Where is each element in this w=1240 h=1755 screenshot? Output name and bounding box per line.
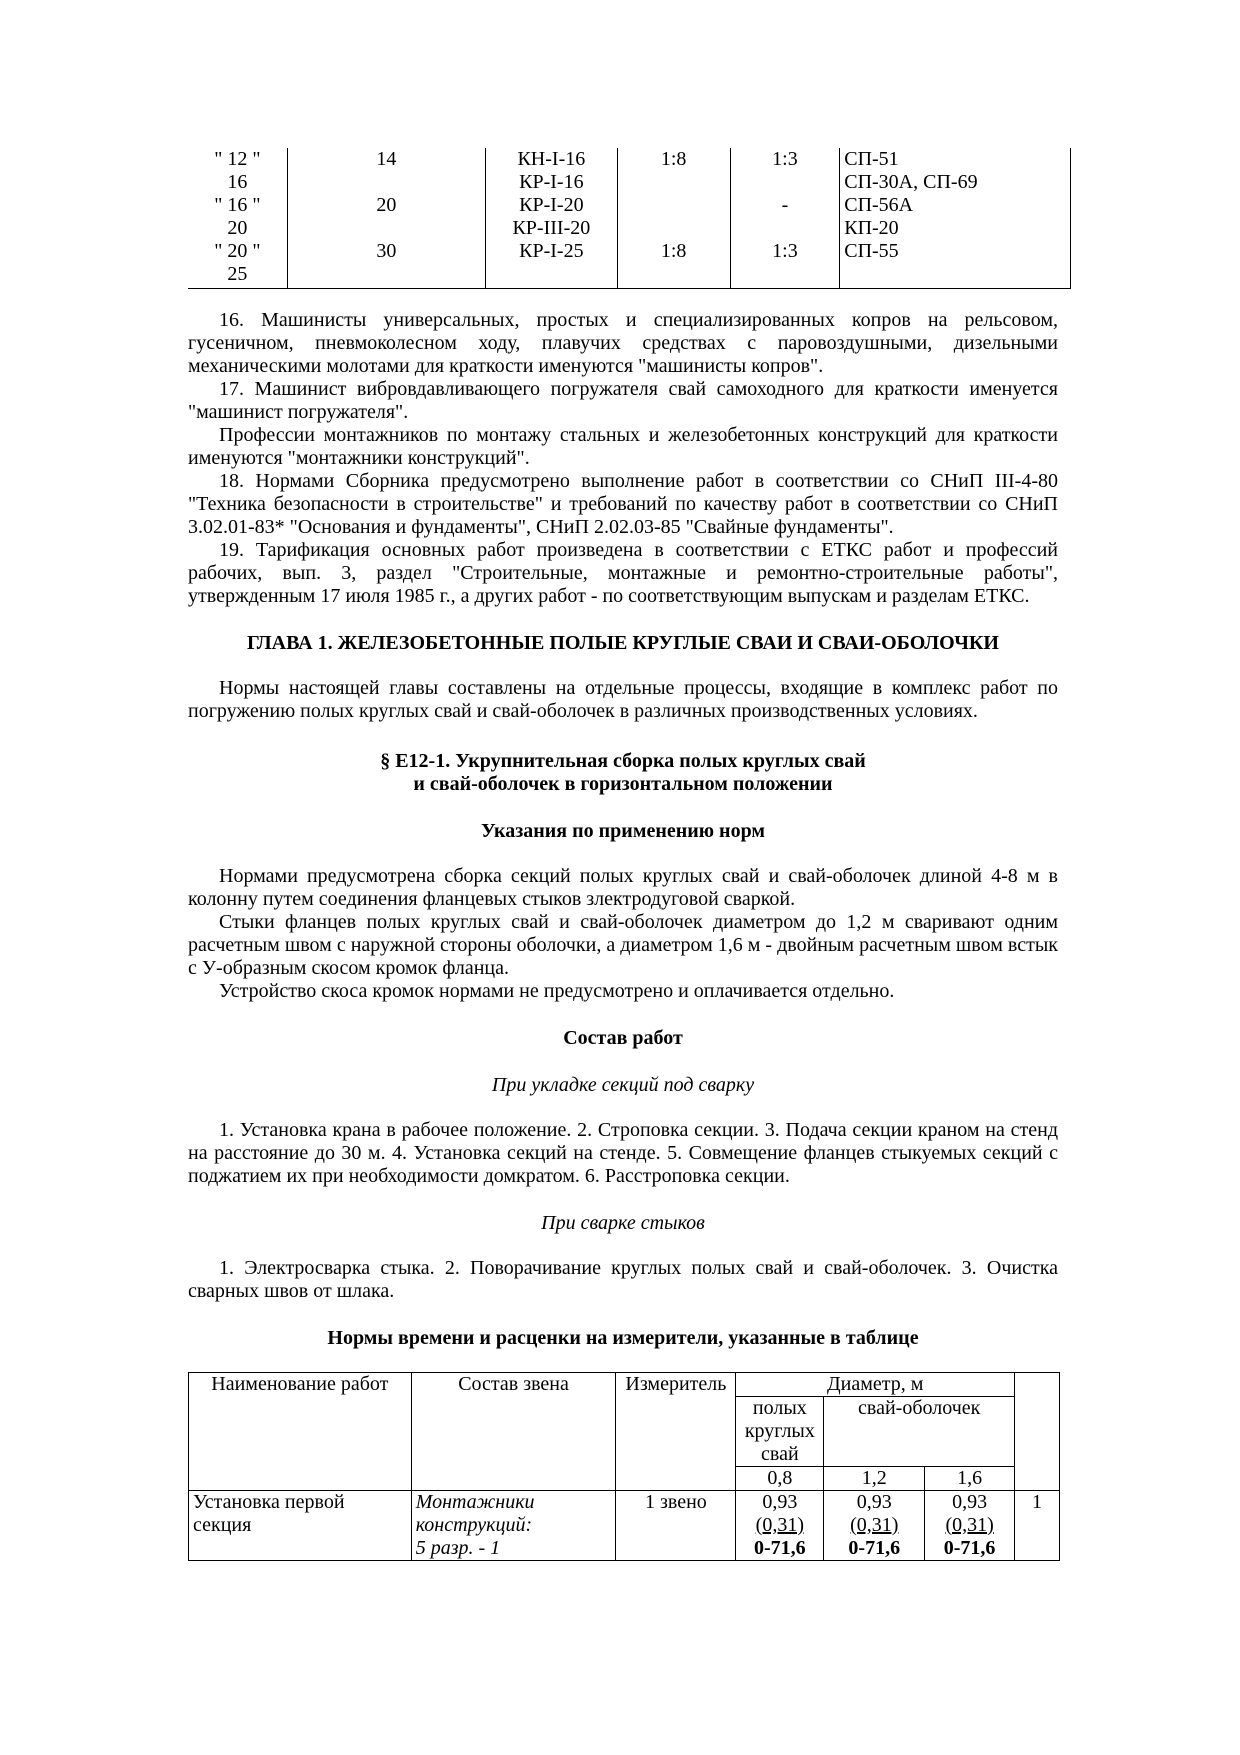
rate: 0-71,6 bbox=[943, 1537, 996, 1559]
cell bbox=[617, 217, 730, 240]
labor-cost: (0,31) bbox=[755, 1514, 804, 1536]
header-blank bbox=[1015, 1373, 1060, 1491]
header-hollow: полых круглых свай bbox=[736, 1397, 824, 1467]
cell bbox=[730, 217, 840, 240]
section-title bbox=[188, 750, 1058, 796]
rate: 0-71,6 bbox=[754, 1537, 806, 1559]
row-crew bbox=[411, 1491, 616, 1561]
table-row bbox=[189, 1491, 1060, 1561]
cell: 30 bbox=[287, 240, 485, 263]
row-number: 1 bbox=[1015, 1491, 1060, 1561]
time-norm: 0,93 bbox=[762, 1491, 798, 1513]
table-row bbox=[188, 240, 1071, 263]
labor-cost: (0,31) bbox=[945, 1514, 994, 1536]
header-d3: 1,6 bbox=[925, 1467, 1015, 1491]
cell: 1:8 bbox=[617, 240, 730, 263]
cell: 1:3 bbox=[730, 240, 840, 263]
paragraph-17-continued: Профессии монтажников по монтажу стальных и железобетонных конструкций для краткости именуются "монтажники конструкций". bbox=[188, 424, 1058, 469]
cell: " 20 " bbox=[214, 240, 261, 262]
welding-text: 1. Электросварка стыка. 2. Поворачивание круглых полых свай и свай-оболочек. 3. Очистка сварных швов от шлака. bbox=[188, 1257, 1058, 1302]
laying-text: 1. Установка крана в рабочее положение. 2. Строповка секции. 3. Подача секции краном на стенд на расстояние до 30 м. 4. Установка секций на стенде. 5. Совмещение фланцев стыкуемых секций с поджатием их при необходимости домкратом. 6. Расстроповка секции. bbox=[188, 1119, 1058, 1187]
cell: 20 bbox=[287, 194, 485, 217]
header-d2: 1,2 bbox=[824, 1467, 925, 1491]
cell: КП-20 bbox=[840, 217, 1071, 240]
table-row bbox=[188, 263, 1071, 289]
cell bbox=[617, 263, 730, 289]
cell: СП-51 bbox=[840, 148, 1071, 171]
table-row bbox=[188, 194, 1071, 217]
cell bbox=[617, 171, 730, 194]
table-header-row bbox=[189, 1373, 1060, 1397]
cell bbox=[730, 263, 840, 289]
guidance-paragraph: Устройство скоса кромок нормами не предусмотрено и оплачивается отдельно. bbox=[219, 980, 895, 1002]
chapter-intro: Нормы настоящей главы составлены на отдельные процессы, входящие в комплекс работ по погружению полых круглых свай и свай-оболочек в различных производственных условиях. bbox=[188, 677, 1058, 722]
header-crew: Состав звена bbox=[411, 1373, 616, 1491]
chapter-title: ГЛАВА 1. ЖЕЛЕЗОБЕТОННЫЕ ПОЛЫЕ КРУГЛЫЕ СВАИ И СВАИ-ОБОЛОЧКИ bbox=[247, 632, 999, 654]
cell bbox=[486, 263, 618, 289]
paragraph-18: 18. Нормами Сборника предусмотрено выполнение работ в соответствии со СНиП III-4-80 "Техника безопасности в строительстве" и требований по качеству работ в соответствии со СНиП 3.02.01-83* "Основания и фундаменты", СНиП 2.02.03-85 "Свайные фундаменты". bbox=[188, 470, 1058, 538]
rate: 0-71,6 bbox=[848, 1537, 901, 1559]
cell: КР-III-20 bbox=[486, 217, 618, 240]
row-crew-line: 5 разр. - 1 bbox=[415, 1537, 501, 1559]
section-title-line-2: и свай-оболочек в горизонтальном положении bbox=[413, 773, 833, 795]
header-diameter: Диаметр, м bbox=[736, 1373, 1015, 1397]
laying-heading: При укладке секций под сварку bbox=[491, 1074, 755, 1096]
norms-table bbox=[188, 1372, 1060, 1561]
cell bbox=[840, 263, 1071, 289]
labor-cost: (0,31) bbox=[850, 1514, 899, 1536]
cell: КН-I-16 bbox=[486, 148, 618, 171]
guidance-paragraph: Нормами предусмотрена сборка секций полых круглых свай и свай-оболочек длиной 4-8 м в колонну путем соединения фланцевых стыков злектродуговой сваркой. bbox=[188, 865, 1058, 910]
row-unit: 1 звено bbox=[616, 1491, 736, 1561]
norms-heading: Нормы времени и расценки на измерители, указанные в таблице bbox=[327, 1327, 919, 1349]
cell: - bbox=[730, 194, 840, 217]
row-crew-line: конструкций: bbox=[415, 1514, 533, 1536]
row-crew-line: Монтажники bbox=[415, 1491, 535, 1513]
table-row bbox=[188, 171, 1071, 194]
cell: КР-I-20 bbox=[486, 194, 618, 217]
time-norm: 0,93 bbox=[856, 1491, 892, 1513]
document-page bbox=[188, 148, 1058, 1561]
top-table bbox=[188, 148, 1071, 289]
cell bbox=[617, 194, 730, 217]
header-work: Наименование работ bbox=[189, 1373, 412, 1491]
cell: КР-I-25 bbox=[486, 240, 618, 263]
paragraph-16: 16. Машинисты универсальных, простых и специализированных копров на рельсовом, гусеничном, пневмоколесном ходу, плавучих средствах с паровоздушными, дизельными механическими молотами для краткости именуются "машинисты копров". bbox=[188, 309, 1058, 377]
header-unit: Измеритель bbox=[616, 1373, 736, 1491]
cell: " 12 " bbox=[214, 148, 261, 170]
cell: 14 bbox=[287, 148, 485, 171]
table-row bbox=[188, 217, 1071, 240]
cell bbox=[730, 171, 840, 194]
work-composition-heading: Состав работ bbox=[563, 1027, 683, 1049]
paragraph-19: 19. Тарификация основных работ произведена в соответствии с ЕТКС работ и профессий рабочих, вып. 3, раздел "Строительные, монтажные и ремонтно-строительные работы", утвержденным 17 июля 1985 г., а других работ - по соответствующим выпускам и разделам ЕТКС. bbox=[188, 539, 1058, 607]
cell: СП-30А, СП-69 bbox=[840, 171, 1071, 194]
header-shells: свай-оболочек bbox=[824, 1397, 1015, 1467]
cell: 20 bbox=[227, 217, 248, 239]
cell bbox=[287, 171, 485, 194]
cell: 1:3 bbox=[730, 148, 840, 171]
cell: КР-I-16 bbox=[486, 171, 618, 194]
row-value-d1 bbox=[736, 1491, 824, 1561]
cell: СП-56А bbox=[840, 194, 1071, 217]
cell bbox=[287, 217, 485, 240]
time-norm: 0,93 bbox=[952, 1491, 988, 1513]
header-d1: 0,8 bbox=[736, 1467, 824, 1491]
cell: 1:8 bbox=[617, 148, 730, 171]
row-value-d2 bbox=[824, 1491, 925, 1561]
cell bbox=[287, 263, 485, 289]
paragraph-17: 17. Машинист вибровдавливающего погружателя свай самоходного для краткости именуется "машинист погружателя". bbox=[188, 378, 1058, 423]
cell: " 16 " bbox=[214, 194, 261, 216]
cell: СП-55 bbox=[840, 240, 1071, 263]
row-value-d3 bbox=[925, 1491, 1015, 1561]
section-title-line-1: § Е12-1. Укрупнительная сборка полых круглых свай bbox=[380, 750, 866, 772]
cell: 16 bbox=[227, 171, 248, 193]
guidance-paragraph: Стыки фланцев полых круглых свай и свай-оболочек диаметром до 1,2 м сваривают одним расчетным швом с наружной стороны оболочки, а диаметром 1,6 м - двойным расчетным швом встык с У-образным скосом кромок фланца. bbox=[188, 911, 1058, 979]
guidance-heading: Указания по применению норм bbox=[480, 820, 766, 842]
table-row bbox=[188, 148, 1071, 171]
welding-heading: При сварке стыков bbox=[541, 1212, 705, 1234]
row-work: Установка первой секция bbox=[189, 1491, 412, 1561]
cell: 25 bbox=[188, 263, 287, 289]
